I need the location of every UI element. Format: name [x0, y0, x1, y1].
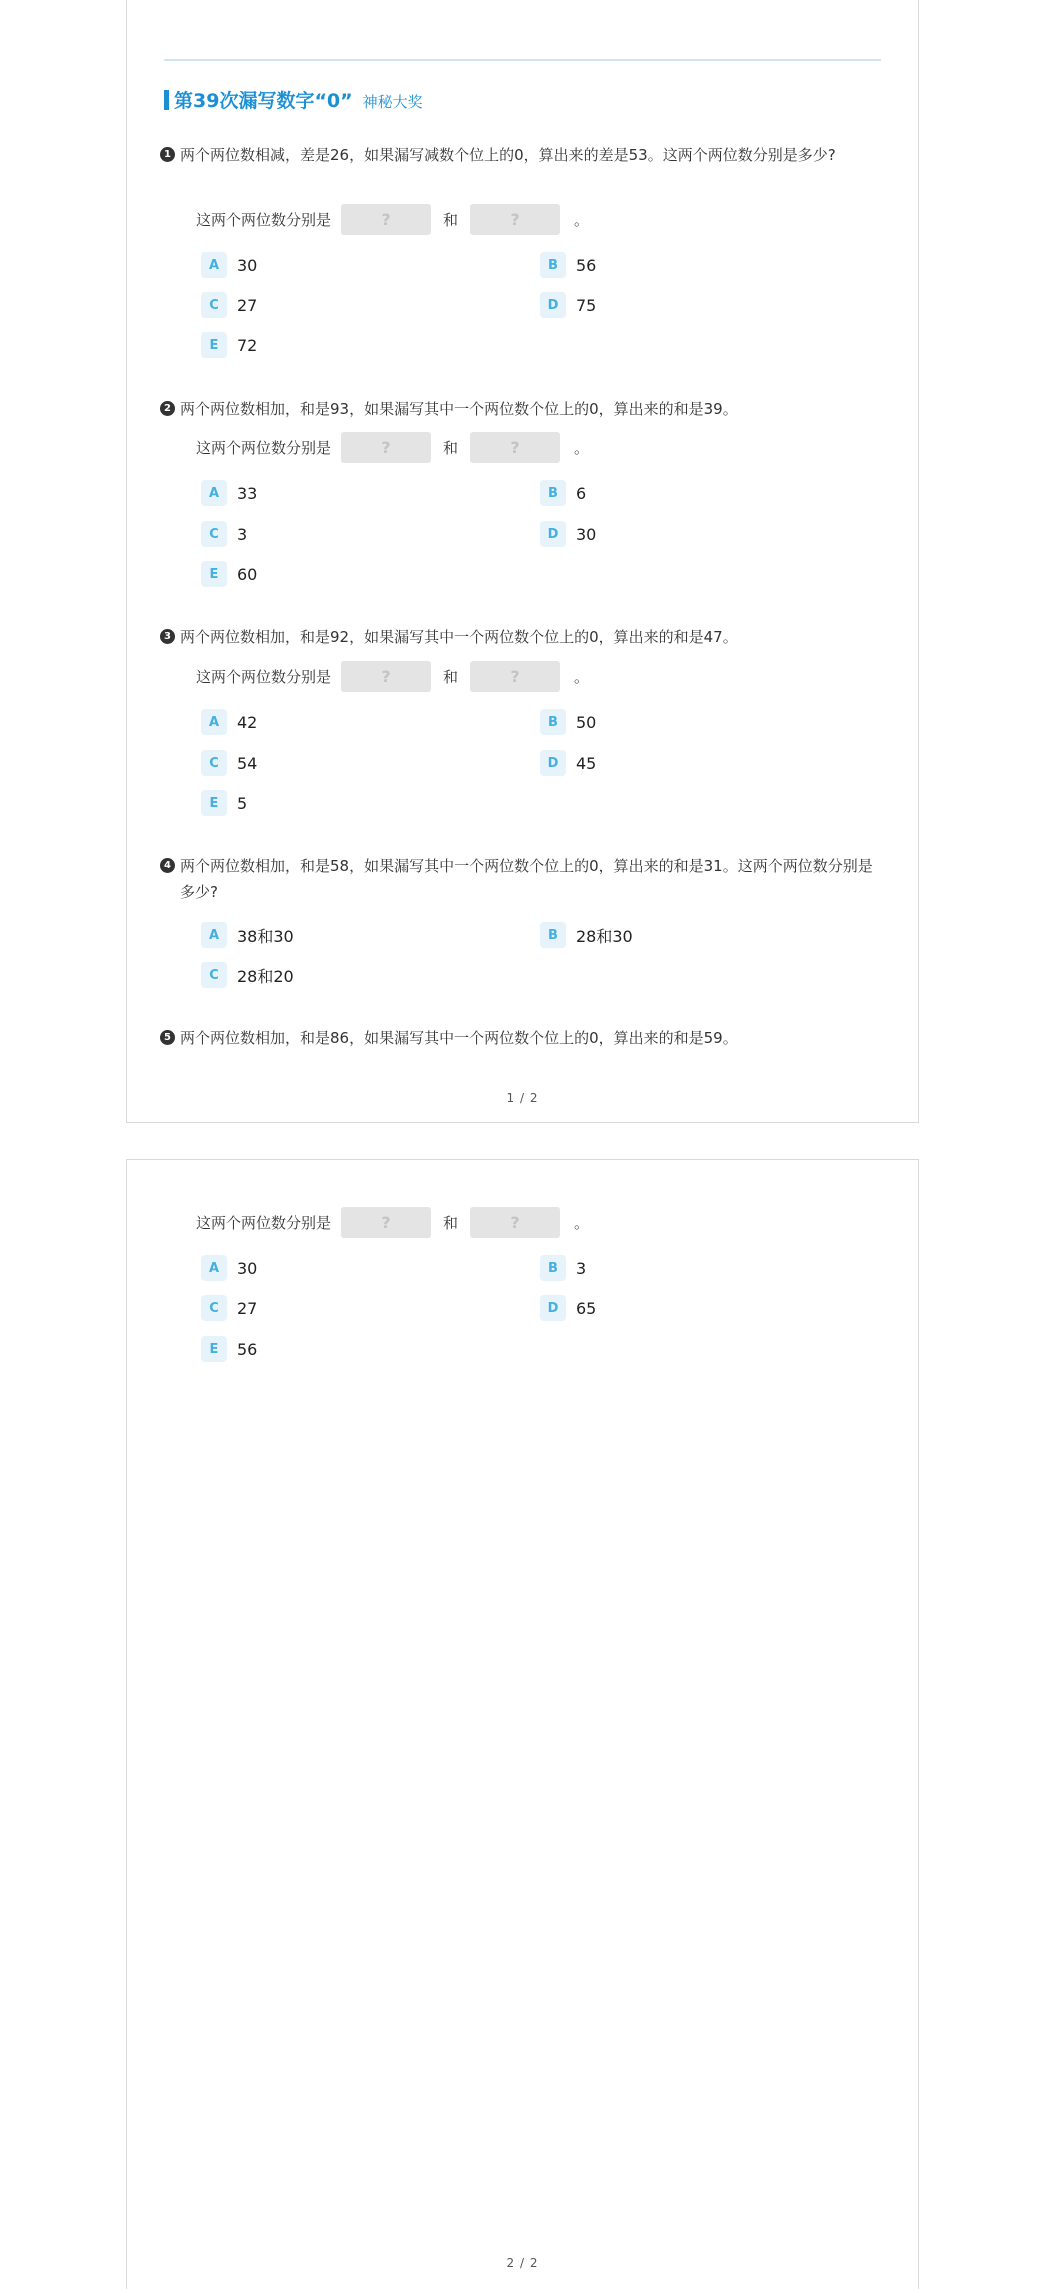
option-1-a[interactable]: [201, 252, 257, 278]
title-accent-bar: [164, 90, 169, 110]
option-value: 72: [237, 335, 258, 355]
question-number-3: 3: [160, 629, 175, 644]
option-value: 65: [576, 1298, 597, 1318]
page-number-1: 1 / 2: [506, 1091, 539, 1105]
answer-and: 和: [443, 439, 459, 457]
answer-and: 和: [443, 211, 459, 229]
option-letter: C: [201, 1295, 227, 1321]
option-letter: A: [201, 480, 227, 506]
option-value: 56: [237, 1339, 258, 1359]
option-letter: C: [201, 750, 227, 776]
option-2-e[interactable]: [201, 561, 257, 587]
option-5-b[interactable]: [540, 1255, 586, 1281]
option-letter: B: [540, 709, 566, 735]
option-letter: E: [201, 561, 227, 587]
option-value: 6: [576, 483, 587, 503]
answer-prefix: 这两个两位数分别是: [196, 668, 332, 686]
option-letter: D: [540, 750, 566, 776]
question-1: [160, 142, 885, 168]
option-4-a[interactable]: [201, 922, 294, 948]
answer-blank-1b[interactable]: ?: [470, 204, 560, 235]
answer-line-5: [196, 1207, 589, 1238]
answer-blank-3a[interactable]: ?: [341, 661, 431, 692]
question-5-text: 两个两位数相加，和是86，如果漏写其中一个两位数个位上的0，算出来的和是59。: [180, 1029, 738, 1047]
option-letter: A: [201, 922, 227, 948]
option-value: 30: [237, 1258, 258, 1278]
question-4: [160, 853, 885, 905]
question-1-text: 两个两位数相减，差是26，如果漏写减数个位上的0，算出来的差是53。这两个两位数分别是多少?: [180, 146, 836, 164]
question-number-2: 2: [160, 401, 175, 416]
option-1-d[interactable]: [540, 292, 596, 318]
option-4-b[interactable]: [540, 922, 633, 948]
answer-end: 。: [574, 668, 590, 686]
section-title-text: 第39次漏写数字“0”: [174, 90, 353, 112]
option-letter: D: [540, 521, 566, 547]
option-1-e[interactable]: [201, 332, 257, 358]
question-number-1: 1: [160, 147, 175, 162]
answer-prefix: 这两个两位数分别是: [196, 1214, 332, 1232]
option-value: 5: [237, 793, 248, 813]
answer-blank-5b[interactable]: ?: [470, 1207, 560, 1238]
option-value: 27: [237, 1298, 258, 1318]
option-value: 33: [237, 483, 258, 503]
option-value: 3: [237, 524, 248, 544]
worksheet-page-2: [126, 1159, 919, 2289]
option-value: 38和30: [237, 926, 294, 946]
option-value: 30: [576, 524, 597, 544]
option-value: 30: [237, 255, 258, 275]
answer-blank-3b[interactable]: ?: [470, 661, 560, 692]
question-number-4: 4: [160, 858, 175, 873]
section-title: [164, 86, 423, 113]
option-value: 28和30: [576, 926, 633, 946]
option-1-b[interactable]: [540, 252, 596, 278]
answer-and: 和: [443, 1214, 459, 1232]
answer-blank-5a[interactable]: ?: [341, 1207, 431, 1238]
option-1-c[interactable]: [201, 292, 257, 318]
option-2-b[interactable]: [540, 480, 586, 506]
option-3-c[interactable]: [201, 750, 257, 776]
option-2-d[interactable]: [540, 521, 596, 547]
option-value: 56: [576, 255, 597, 275]
answer-and: 和: [443, 668, 459, 686]
option-value: 42: [237, 712, 258, 732]
answer-end: 。: [574, 1214, 590, 1232]
option-letter: D: [540, 1295, 566, 1321]
option-letter: B: [540, 1255, 566, 1281]
answer-blank-2a[interactable]: ?: [341, 432, 431, 463]
option-value: 45: [576, 753, 597, 773]
answer-end: 。: [574, 439, 590, 457]
option-letter: E: [201, 332, 227, 358]
option-value: 27: [237, 295, 258, 315]
question-3-text: 两个两位数相加，和是92，如果漏写其中一个两位数个位上的0，算出来的和是47。: [180, 628, 738, 646]
option-value: 54: [237, 753, 258, 773]
option-5-a[interactable]: [201, 1255, 257, 1281]
option-value: 50: [576, 712, 597, 732]
option-letter: C: [201, 292, 227, 318]
section-subtitle: 神秘大奖: [362, 93, 423, 111]
question-2: [160, 396, 885, 422]
option-3-b[interactable]: [540, 709, 596, 735]
page-number-2: 2 / 2: [506, 2256, 539, 2270]
option-value: 60: [237, 564, 258, 584]
option-letter: A: [201, 252, 227, 278]
option-3-a[interactable]: [201, 709, 257, 735]
option-value: 3: [576, 1258, 587, 1278]
option-2-c[interactable]: [201, 521, 247, 547]
worksheet-page-1: [126, 0, 919, 1123]
answer-prefix: 这两个两位数分别是: [196, 211, 332, 229]
option-3-e[interactable]: [201, 790, 247, 816]
option-letter: E: [201, 1336, 227, 1362]
option-2-a[interactable]: [201, 480, 257, 506]
option-letter: C: [201, 962, 227, 988]
question-3: [160, 624, 885, 650]
answer-prefix: 这两个两位数分别是: [196, 439, 332, 457]
option-letter: A: [201, 1255, 227, 1281]
option-5-c[interactable]: [201, 1295, 257, 1321]
option-4-c[interactable]: [201, 962, 294, 988]
option-5-e[interactable]: [201, 1336, 257, 1362]
question-2-text: 两个两位数相加，和是93，如果漏写其中一个两位数个位上的0，算出来的和是39。: [180, 400, 738, 418]
answer-end: 。: [574, 211, 590, 229]
option-value: 28和20: [237, 966, 294, 986]
answer-line-1: [196, 204, 589, 235]
option-letter: B: [540, 480, 566, 506]
answer-line-2: [196, 432, 589, 463]
option-letter: A: [201, 709, 227, 735]
option-letter: C: [201, 521, 227, 547]
option-letter: E: [201, 790, 227, 816]
question-number-5: 5: [160, 1030, 175, 1045]
option-letter: B: [540, 922, 566, 948]
option-letter: B: [540, 252, 566, 278]
answer-line-3: [196, 661, 589, 692]
header-divider: [164, 59, 881, 61]
answer-blank-1a[interactable]: ?: [341, 204, 431, 235]
question-5: [160, 1025, 885, 1051]
answer-blank-2b[interactable]: ?: [470, 432, 560, 463]
question-4-text: 两个两位数相加，和是58，如果漏写其中一个两位数个位上的0，算出来的和是31。这两个两位数分别是多少?: [180, 857, 873, 901]
option-letter: D: [540, 292, 566, 318]
option-3-d[interactable]: [540, 750, 596, 776]
option-value: 75: [576, 295, 597, 315]
option-5-d[interactable]: [540, 1295, 596, 1321]
